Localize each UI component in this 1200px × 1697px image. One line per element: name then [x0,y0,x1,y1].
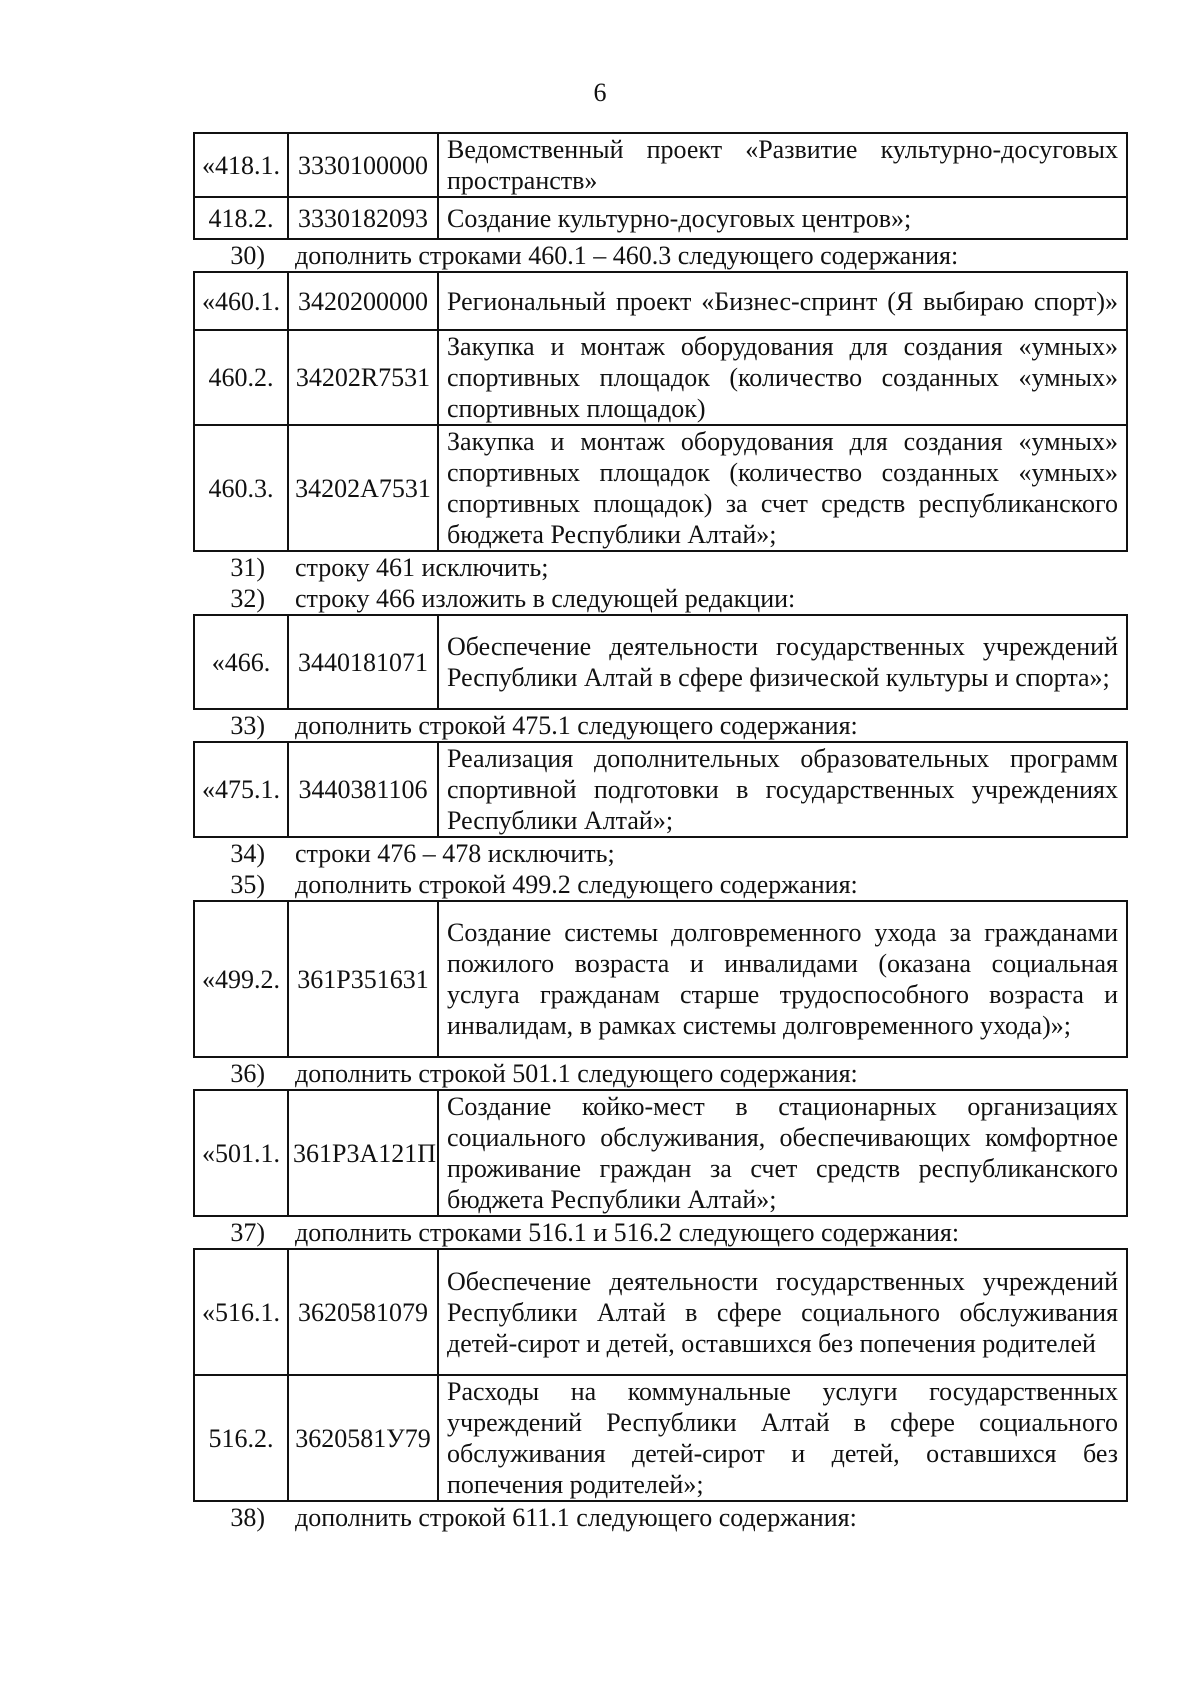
row-description: Создание койко-мест в стационарных организациях социального обслуживания, обеспечивающих комфортное проживание граждан за счет средств республиканского бюджета Республики Алтай»; [438,1090,1127,1216]
amendment-paragraph [193,552,1128,583]
amendment-table [193,741,1128,838]
document-body [193,132,1128,1533]
row-code: 34202А7531 [288,425,438,551]
table-row [194,133,1127,197]
paragraph-number: 30) [230,241,265,270]
amendment-table [193,1248,1128,1502]
row-number: 418.2. [194,197,288,239]
row-code: 361Р3А121П [288,1090,438,1216]
amendment-paragraph [193,1217,1128,1248]
row-code: 34202R7531 [288,330,438,425]
paragraph-text: дополнить строками 460.1 – 460.3 следующего содержания: [295,241,959,270]
row-description: Региональный проект «Бизнес-спринт (Я выбираю спорт)» [438,272,1127,330]
row-code: 361Р351631 [288,901,438,1057]
amendment-table [193,1089,1128,1217]
table-row [194,615,1127,709]
row-description: Обеспечение деятельности государственных учреждений Республики Алтай в сфере физической культуры и спорта»; [438,615,1127,709]
paragraph-text: строки 476 – 478 исключить; [295,839,615,868]
paragraph-text: строку 461 исключить; [295,553,549,582]
row-number: 516.2. [194,1375,288,1501]
row-description: Обеспечение деятельности государственных учреждений Республики Алтай в сфере социального обслуживания детей-сирот и детей, оставшихся без попечения родителей [438,1249,1127,1375]
paragraph-text: дополнить строкой 611.1 следующего содержания: [295,1503,857,1532]
row-number: «475.1. [194,742,288,837]
table-row [194,742,1127,837]
row-code: 3330182093 [288,197,438,239]
paragraph-number: 33) [230,711,265,740]
paragraph-text: дополнить строкой 475.1 следующего содержания: [295,711,858,740]
row-code: 3440181071 [288,615,438,709]
amendment-table [193,271,1128,552]
row-description: Расходы на коммунальные услуги государственных учреждений Республики Алтай в сфере социального обслуживания детей-сирот и детей, оставшихся без попечения родителей»; [438,1375,1127,1501]
paragraph-text: дополнить строкой 499.2 следующего содержания: [295,870,858,899]
row-number: «501.1. [194,1090,288,1216]
row-code: 3440381106 [288,742,438,837]
table-row [194,901,1127,1057]
page-number: 6 [593,78,607,107]
amendment-table [193,900,1128,1058]
amendment-table [193,132,1128,240]
amendment-paragraph [193,583,1128,614]
amendment-paragraph [193,1058,1128,1089]
paragraph-number: 38) [230,1503,265,1532]
row-description: Реализация дополнительных образовательных программ спортивной подготовки в государственных учреждениях Республики Алтай»; [438,742,1127,837]
row-code: 3620581079 [288,1249,438,1375]
table-row [194,330,1127,425]
amendment-paragraph [193,869,1128,900]
row-number: «418.1. [194,133,288,197]
paragraph-number: 35) [230,870,265,899]
amendment-paragraph [193,838,1128,869]
paragraph-text: дополнить строками 516.1 и 516.2 следующего содержания: [295,1218,960,1247]
amendment-paragraph [193,1502,1128,1533]
paragraph-number: 36) [230,1059,265,1088]
row-number: «460.1. [194,272,288,330]
paragraph-text: дополнить строкой 501.1 следующего содержания: [295,1059,858,1088]
row-number: 460.3. [194,425,288,551]
row-number: 460.2. [194,330,288,425]
paragraph-number: 32) [230,584,265,613]
row-description: Создание культурно-досуговых центров»; [438,197,1127,239]
table-row [194,197,1127,239]
amendment-table [193,614,1128,710]
amendment-paragraph [193,240,1128,271]
table-row [194,1090,1127,1216]
row-description: Закупка и монтаж оборудования для создания «умных» спортивных площадок (количество созданных «умных» спортивных площадок) за счет средств республиканского бюджета Республики Алтай»; [438,425,1127,551]
row-number: «466. [194,615,288,709]
row-description: Закупка и монтаж оборудования для создания «умных» спортивных площадок (количество созданных «умных» спортивных площадок) [438,330,1127,425]
paragraph-number: 37) [230,1218,265,1247]
table-row [194,1249,1127,1375]
row-number: «499.2. [194,901,288,1057]
paragraph-number: 31) [230,553,265,582]
table-row [194,1375,1127,1501]
row-code: 3330100000 [288,133,438,197]
paragraph-number: 34) [230,839,265,868]
row-description: Ведомственный проект «Развитие культурно-досуговых пространств» [438,133,1127,197]
table-row [194,272,1127,330]
row-number: «516.1. [194,1249,288,1375]
row-code: 3620581У79 [288,1375,438,1501]
paragraph-text: строку 466 изложить в следующей редакции: [295,584,796,613]
row-description: Создание системы долговременного ухода за гражданами пожилого возраста и инвалидами (оказана социальная услуга гражданам старше трудоспособного возраста и инвалидам, в рамках системы долговременного ухода)»; [438,901,1127,1057]
row-code: 3420200000 [288,272,438,330]
table-row [194,425,1127,551]
amendment-paragraph [193,710,1128,741]
